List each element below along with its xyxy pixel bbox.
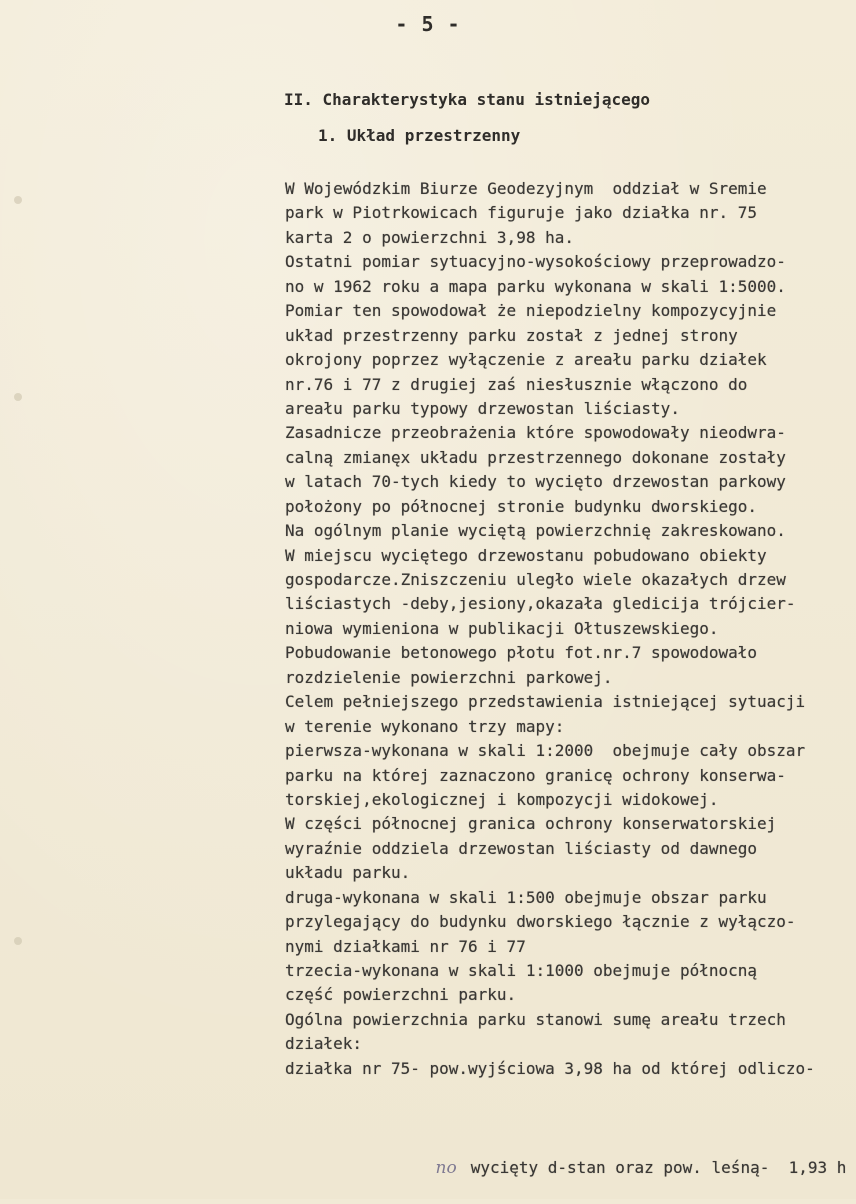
text-line: druga-wykonana w skali 1:500 obejmuje obszar parku — [285, 887, 767, 907]
text-line: część powierzchni parku. — [285, 985, 517, 1005]
text-line: calną zmianęx układu przestrzennego dokonane zostały — [285, 447, 786, 467]
text-line: położony po północnej stronie budynku dworskiego. — [285, 496, 758, 516]
body-text — [285, 177, 856, 1081]
text-line: Celem pełniejszego przedstawienia istniejącej sytuacji — [285, 692, 806, 712]
text-line: układu parku. — [285, 863, 411, 883]
subsection-title: 1. Układ przestrzenny — [318, 126, 521, 145]
text-line: nymi działkami nr 76 i 77 — [285, 936, 526, 956]
text-line: w terenie wykonano trzy mapy: — [285, 716, 565, 736]
text-line: Na ogólnym planie wyciętą powierzchnię zakreskowano. — [285, 521, 786, 541]
text-line: okrojony poprzez wyłączenie z areału parku działek — [285, 350, 767, 370]
text-line: trzecia-wykonana w skali 1:1000 obejmuje północną — [285, 961, 758, 980]
text-line: park w Piotrkowicach figuruje jako działka nr. 75 — [285, 203, 758, 223]
text-line: areału parku typowy drzewostan liściasty. — [285, 398, 680, 418]
text-line: wyraźnie oddziela drzewostan liściasty od dawnego — [285, 838, 758, 858]
text-line: gospodarcze.Zniszczeniu uległo wiele okazałych drzew — [285, 570, 786, 589]
text-line: liściastych -deby,jesiony,okazała gledicija trójcier- — [285, 594, 796, 614]
text-line: rozdzielenie powierzchni parkowej. — [285, 667, 613, 687]
text-line: W miejscu wyciętego drzewostanu pobudowano obiekty — [285, 545, 767, 565]
text-line: układ przestrzenny parku został z jednej strony — [285, 325, 738, 345]
text-line: pierwsza-wykonana w skali 1:2000 obejmuje cały obszar — [285, 741, 806, 761]
text-line: przylegający do budynku dworskiego łącznie z wyłączo- — [285, 912, 796, 932]
text-line: wycięty d-stan oraz pow. leśną- 1,93 h — [470, 1158, 847, 1177]
punch-hole-mark — [14, 937, 22, 945]
text-line: W części północnej granica ochrony konserwatorskiej — [285, 814, 777, 834]
text-line: Pomiar ten spowodował że niepodzielny kompozycyjnie — [285, 301, 777, 321]
text-line: karta 2 o powierzchni 3,98 ha. — [285, 227, 574, 247]
page-number: - 5 - — [395, 12, 461, 36]
text-line: torskiej,ekologicznej i kompozycji widokowej. — [285, 789, 719, 809]
text-line: Zasadnicze przeobrażenia które spowodowały nieodwra- — [285, 423, 786, 443]
continuation-line — [397, 1132, 847, 1178]
punch-hole-mark — [14, 393, 22, 401]
text-line: działka nr 75- pow.wyjściowa 3,98 ha od której odliczo- — [285, 1058, 815, 1078]
text-line: niowa wymieniona w publikacji Ołtuszewskiego. — [285, 618, 719, 638]
text-line: no w 1962 roku a mapa parku wykonana w skali 1:5000. — [285, 276, 786, 296]
text-line: działek: — [285, 1034, 363, 1054]
punch-hole-mark — [14, 196, 22, 204]
section-title: II. Charakterystyka stanu istniejącego — [284, 90, 651, 109]
text-line: parku na której zaznaczono granicę ochrony konserwa- — [285, 765, 786, 785]
text-line: Pobudowanie betonowego płotu fot.nr.7 spowodowało — [285, 643, 758, 663]
handwritten-margin-note: no — [435, 1158, 457, 1178]
text-line: W Wojewódzkim Biurze Geodezyjnym oddział w Sremie — [285, 179, 767, 198]
text-line: Ogólna powierzchnia parku stanowi sumę areału trzech — [285, 1009, 786, 1029]
text-line: nr.76 i 77 z drugiej zaś niesłusznie włączono do — [285, 374, 748, 394]
text-line: w latach 70-tych kiedy to wycięto drzewostan parkowy — [285, 472, 786, 492]
text-line: Ostatni pomiar sytuacyjno-wysokościowy przeprowadzo- — [285, 252, 786, 272]
